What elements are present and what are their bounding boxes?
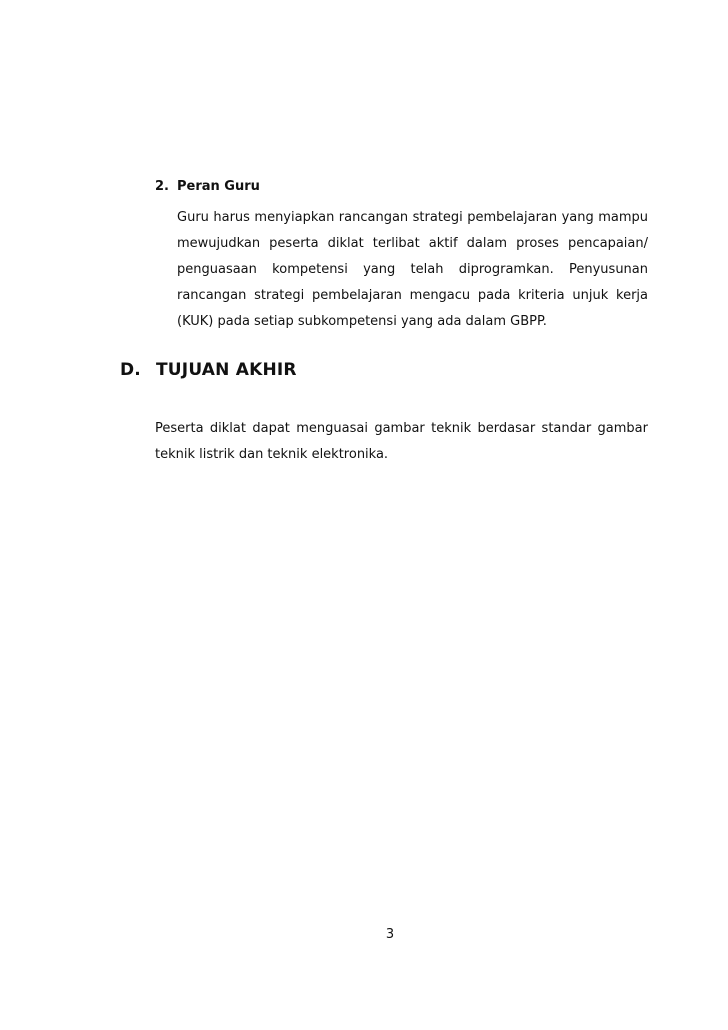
peran-guru-paragraph: Guru harus menyiapkan rancangan strategi pembelajaran yang mampu mewujudkan peserta diklat terlibat aktif dalam proses pencapaian/ penguasaan kompetensi yang telah diprogramkan. Penyusunan rancangan strategi pembelajaran mengacu pada kriteria unjuk kerja (KUK) pada setiap subkompetensi yang ada dalam GBPP. [177, 210, 648, 329]
tujuan-akhir-paragraph: Peserta diklat dapat menguasai gambar teknik berdasar standar gambar teknik listrik dan teknik elektronika. [155, 421, 648, 462]
subsection-heading [155, 178, 260, 196]
section-heading [120, 358, 297, 382]
page-number: 3 [385, 927, 395, 942]
subsection-title: Peran Guru [177, 179, 260, 194]
section-number: D. [120, 360, 141, 380]
subsection-number: 2. [155, 179, 169, 194]
section-title: TUJUAN AKHIR [156, 360, 297, 380]
